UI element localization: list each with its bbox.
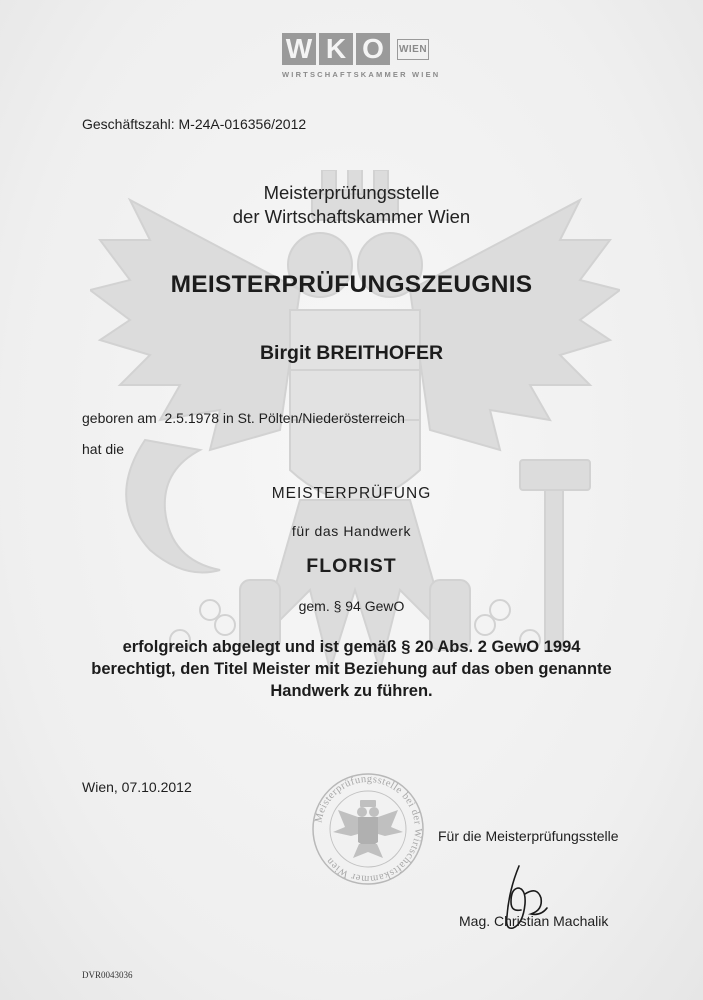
svg-text:Meisterprüfungsstelle bei der: Meisterprüfungsstelle bei der Wirtschaftskammer Wien: [313, 773, 424, 885]
issuer: [0, 181, 703, 229]
result-statement: [0, 636, 703, 702]
wko-logo-subtitle: WIRTSCHAFTSKAMMER WIEN: [282, 70, 441, 79]
place-date: Wien, 07.10.2012: [82, 779, 192, 795]
signer-name: Mag. Christian Machalik: [459, 913, 609, 929]
trade-label: für das Handwerk: [291, 523, 412, 539]
result-line: Handwerk zu führen.: [270, 682, 433, 700]
wko-logo-region: WIEN: [397, 39, 429, 60]
wko-logo-letter: O: [356, 33, 390, 65]
hat-die-text: hat die: [82, 441, 125, 457]
wko-logo: [282, 33, 441, 83]
birth-info: geboren am 2.5.1978 in St. Pölten/Niederösterreich: [82, 410, 405, 426]
trade-name: FLORIST: [306, 555, 397, 577]
certificate-title: MEISTERPRÜFUNGSZEUGNIS: [170, 271, 533, 298]
issuer-line: der Wirtschaftskammer Wien: [232, 206, 471, 227]
issuer-line: Meisterprüfungsstelle: [263, 182, 440, 203]
wko-logo-letters: [282, 33, 390, 65]
reference-number: Geschäftszahl: M-24A-016356/2012: [82, 116, 307, 132]
result-line: erfolgreich abgelegt und ist gemäß § 20 Abs. 2 GewO 1994: [122, 638, 581, 656]
wko-logo-letter: K: [319, 33, 353, 65]
exam-name: MEISTERPRÜFUNG: [271, 485, 432, 502]
wko-logo-letter: W: [282, 33, 316, 65]
candidate-name: Birgit BREITHOFER: [259, 342, 444, 364]
official-seal-icon: [303, 772, 433, 887]
law-reference: gem. § 94 GewO: [298, 598, 405, 614]
dvr-number: DVR0043036: [82, 970, 133, 980]
result-line: berechtigt, den Titel Meister mit Beziehung auf das oben genannte: [91, 660, 612, 678]
for-office-text: Für die Meisterprüfungsstelle: [438, 828, 619, 844]
